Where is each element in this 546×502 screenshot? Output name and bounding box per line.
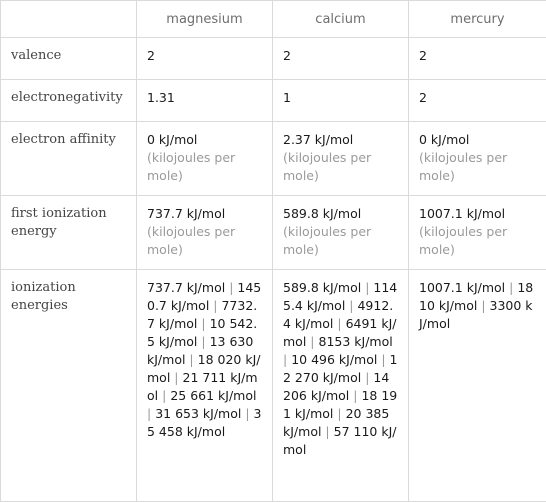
separator: | (310, 334, 314, 349)
value-cell: 2 (273, 38, 409, 80)
value-cell (137, 122, 273, 196)
ionization-energy-value: 1145.4 kJ/mol (283, 280, 397, 313)
ionization-energy-value: 1007.1 kJ/mol (419, 280, 505, 295)
separator: | (365, 370, 369, 385)
ionization-energy-value: 589.8 kJ/mol (283, 280, 361, 295)
separator: | (337, 316, 341, 331)
row-label-first-ionization-energy: first ionization energy (1, 196, 137, 270)
column-header-calcium: calcium (273, 1, 409, 38)
header-row (1, 1, 546, 38)
separator: | (337, 406, 341, 421)
ionization-energy-value: 14 206 kJ/mol (283, 370, 389, 403)
table-row-ionization-energies (1, 270, 546, 502)
value-text: 589.8 kJ/mol (283, 205, 400, 223)
separator: | (349, 298, 353, 313)
ionization-energy-value: 57 110 kJ/mol (283, 424, 396, 457)
separator: | (325, 424, 329, 439)
separator: | (201, 316, 205, 331)
value-cell (409, 122, 546, 196)
value-cell (273, 270, 409, 502)
value-cell: 1 (273, 80, 409, 122)
corner-cell (1, 1, 137, 38)
separator: | (283, 352, 287, 367)
value-text: 2.37 kJ/mol (283, 131, 400, 149)
ionization-energy-value: 18 191 kJ/mol (283, 388, 397, 421)
value-cell (409, 196, 546, 270)
table-row-first-ionization-energy (1, 196, 546, 270)
ionization-energy-value: 6491 kJ/mol (283, 316, 396, 349)
row-label-ionization-energies: ionization energies (1, 270, 137, 502)
value-text: 0 kJ/mol (419, 131, 538, 149)
ionization-energy-value: 10 496 kJ/mol (291, 352, 377, 367)
ionization-energy-value: 21 711 kJ/mol (147, 370, 258, 403)
ionization-energy-value: 4912.4 kJ/mol (283, 298, 393, 331)
table-row-electronegativity (1, 80, 546, 122)
unit-note: (kilojoules per mole) (283, 149, 400, 185)
value-cell (137, 270, 273, 502)
unit-note: (kilojoules per mole) (147, 223, 264, 259)
value-cell (273, 122, 409, 196)
separator: | (229, 280, 233, 295)
value-cell (273, 196, 409, 270)
ionization-energy-value: 10 542.5 kJ/mol (147, 316, 257, 349)
separator: | (245, 406, 249, 421)
ionization-energy-value: 3300 kJ/mol (419, 298, 533, 331)
separator: | (381, 352, 385, 367)
value-cell: 2 (137, 38, 273, 80)
ionization-energy-value: 31 653 kJ/mol (155, 406, 241, 421)
ionization-energy-value: 1810 kJ/mol (419, 280, 533, 313)
ionization-energy-value: 25 661 kJ/mol (170, 388, 256, 403)
value-cell: 1.31 (137, 80, 273, 122)
ionization-energy-value: 12 270 kJ/mol (283, 352, 398, 385)
ionization-energy-value: 1450.7 kJ/mol (147, 280, 261, 313)
separator: | (147, 406, 151, 421)
separator: | (365, 280, 369, 295)
separator: | (201, 334, 205, 349)
value-cell: 2 (409, 38, 546, 80)
value-text: 0 kJ/mol (147, 131, 264, 149)
column-header-mercury: mercury (409, 1, 546, 38)
separator: | (481, 298, 485, 313)
separator: | (174, 370, 178, 385)
column-header-magnesium: magnesium (137, 1, 273, 38)
value-cell: 2 (409, 80, 546, 122)
separator: | (162, 388, 166, 403)
ionization-energy-value: 18 020 kJ/mol (147, 352, 260, 385)
unit-note: (kilojoules per mole) (419, 149, 538, 185)
separator: | (509, 280, 513, 295)
value-cell (409, 270, 546, 502)
ionization-energy-value: 35 458 kJ/mol (147, 406, 262, 439)
row-label-electron-affinity: electron affinity (1, 122, 137, 196)
row-label-valence: valence (1, 38, 137, 80)
value-text: 1007.1 kJ/mol (419, 205, 538, 223)
value-text: 737.7 kJ/mol (147, 205, 264, 223)
ionization-energy-value: 7732.7 kJ/mol (147, 298, 257, 331)
ionization-energy-value: 13 630 kJ/mol (147, 334, 253, 367)
unit-note: (kilojoules per mole) (283, 223, 400, 259)
unit-note: (kilojoules per mole) (419, 223, 538, 259)
ionization-energy-value: 20 385 kJ/mol (283, 406, 389, 439)
value-cell (137, 196, 273, 270)
ionization-energy-value: 737.7 kJ/mol (147, 280, 225, 295)
row-label-electronegativity: electronegativity (1, 80, 137, 122)
separator: | (213, 298, 217, 313)
unit-note: (kilojoules per mole) (147, 149, 264, 185)
separator: | (353, 388, 357, 403)
ionization-energy-value: 8153 kJ/mol (319, 334, 393, 349)
separator: | (189, 352, 193, 367)
table-row-valence (1, 38, 546, 80)
table-row-electron-affinity (1, 122, 546, 196)
